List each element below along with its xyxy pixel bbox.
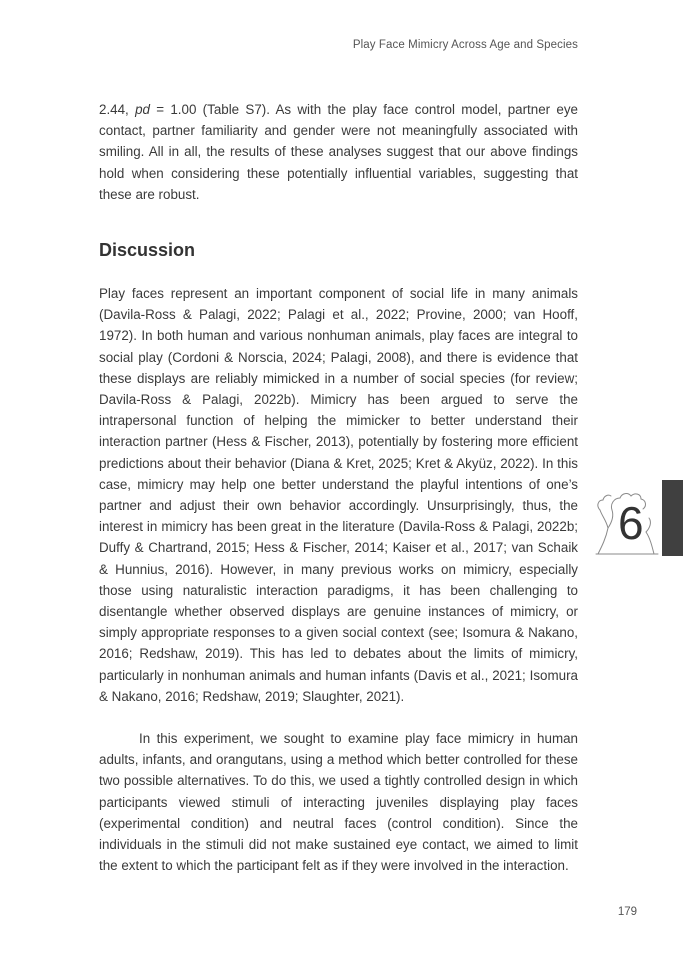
para1-text: = 1.00 (Table S7). As with the play face control model, partner eye contact, partner familiarity and gender were not meaningfully associated with smiling. All in all, the results of these analyses suggest that our above findings hold when considering these potentially influential variables, suggesting that these are robust. [99,102,578,202]
chapter-tab [662,480,683,556]
para1-prefix: 2.44, [99,102,136,117]
paragraph-experiment-summary: In this experiment, we sought to examine play face mimicry in human adults, infants, and orangutans, using a method which better controlled for these two possible alternatives. To do this, we used a tightly controlled design in which participants viewed stimuli of interacting juveniles displaying play faces (experimental condition) and neutral faces (control condition). Since the individuals in the stimuli did not make sustained eye contact, we aimed to limit the extent to which the participant felt as if they were involved in the interaction. [99,731,578,874]
running-header: Play Face Mimicry Across Age and Species [352,39,578,51]
page-number: 179 [617,906,637,918]
page-body [99,99,578,877]
section-heading-discussion: Discussion [99,240,196,261]
para1-italic-term: pd [135,102,150,117]
paragraph-results-summary [99,99,578,205]
paragraph-discussion-intro: Play faces represent an important component of social life in many animals (Davila-Ross & Palagi, 2022; Palagi et al., 2022; Provine, 2000; van Hooff, 1972). In both human and various nonhuman animals, play faces are integral to social play (Cordoni & Norscia, 2024; Palagi, 2008), and there is evidence that these displays are reliably mimicked in a number of social species (for review; Davila-Ross & Palagi, 2022b). Mimicry has been argued to serve the intrapersonal function of helping the mimicker to better understand their interaction partner (Hess & Fischer, 2013), potentially by fostering more efficient predictions about their behavior (Diana & Kret, 2025; Kret & Akyüz, 2022). In this case, mimicry may help one better understand the playful intentions of one’s partner and adjust their own behavior accordingly. Unsurprisingly, thus, the interest in mimicry has been great in the literature (Davila-Ross & Palagi, 2022b; Duffy & Chartrand, 2015; Hess & Fischer, 2014; Kaiser et al., 2017; van Schaik & Hunnius, 2016). However, in many previous works on mimicry, especially those using naturalistic interaction paradigms, it has been challenging to disentangle whether observed displays are genuine instances of mimicry, or simply appropriate responses to a given social context (see; Isomura & Nakano, 2016; Redshaw, 2019). This has led to debates about the limits of mimicry, particularly in nonhuman animals and human infants (Davis et al., 2021; Isomura & Nakano, 2016; Redshaw, 2019; Slaughter, 2021). [99,286,578,704]
chapter-number: 6 [618,497,644,549]
